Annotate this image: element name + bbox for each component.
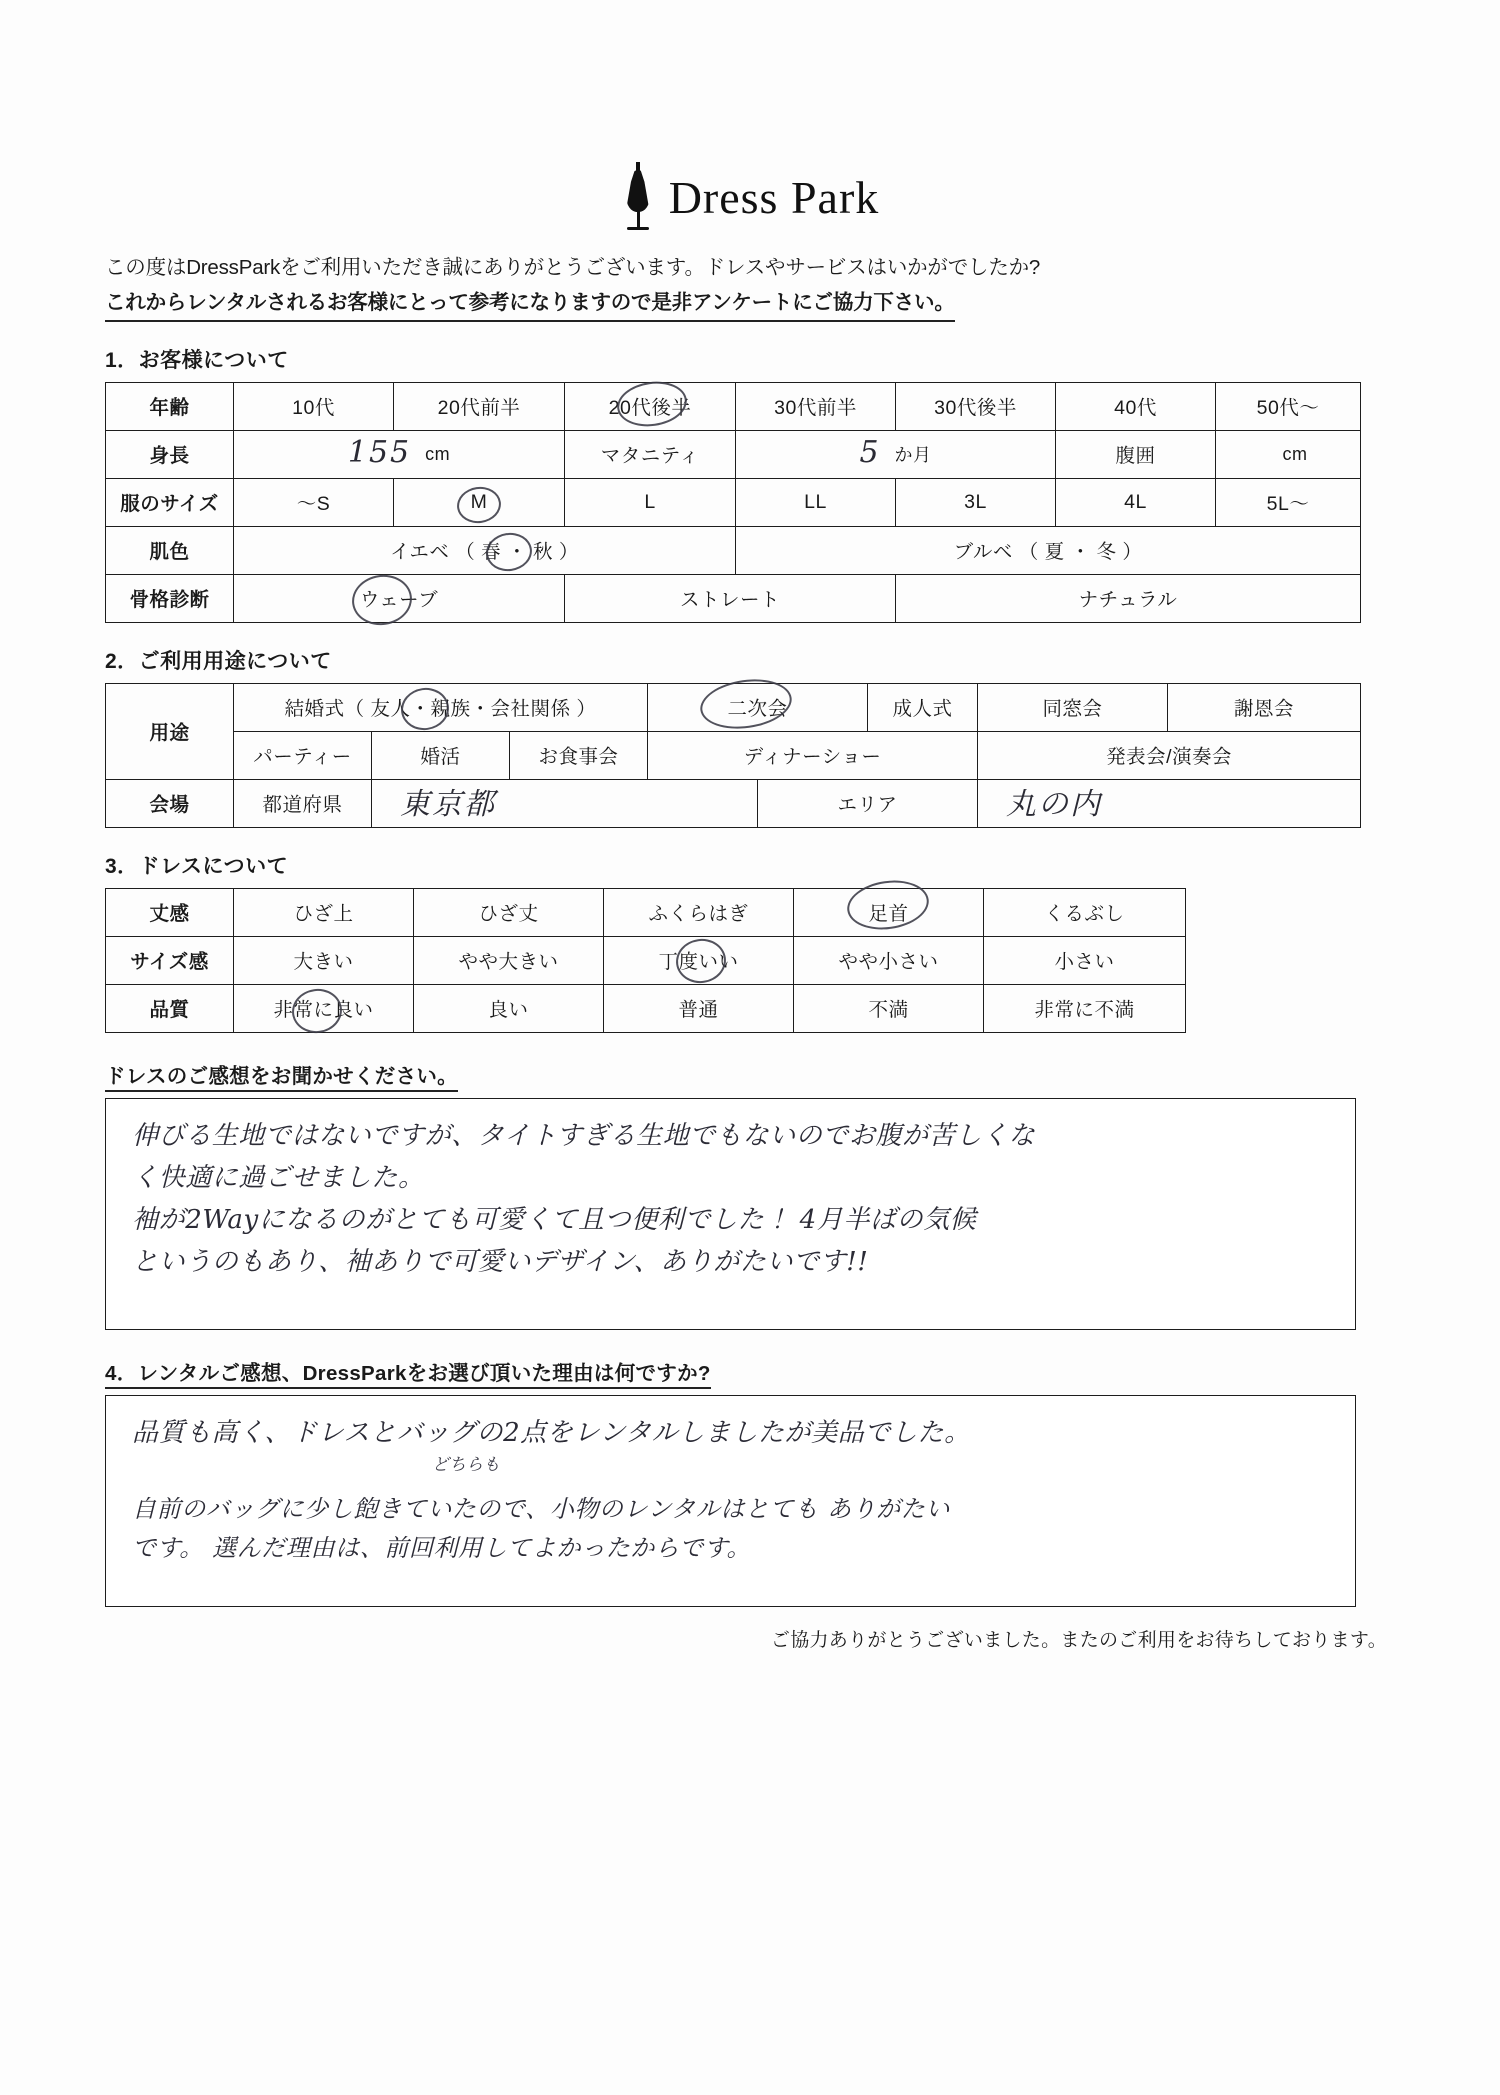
size-option-3[interactable]: LL — [736, 478, 896, 526]
maternity-months-value: 5 — [859, 434, 881, 470]
age-option-0[interactable]: 10代 — [234, 382, 394, 430]
impression-line-1: 伸びる生地ではないですが、タイトすぎる生地でもないのでお腹が苦しくな — [132, 1120, 1036, 1151]
row-label-fit: サイズ感 — [106, 936, 234, 984]
size-option-6[interactable]: 5L〜 — [1216, 478, 1361, 526]
table-row-venue — [106, 779, 1361, 827]
usage-option-wedding[interactable] — [234, 683, 648, 731]
row-label-height: 身長 — [106, 430, 234, 478]
quality-option-0-label: 非常に良い — [273, 999, 374, 1022]
table-row-age — [106, 382, 1361, 430]
prefecture-value: 東京都 — [400, 787, 496, 823]
table-row-quality — [106, 984, 1186, 1032]
impression-question-label: ドレスのご感想をお聞かせください。 — [105, 1059, 458, 1092]
fit-option-3[interactable]: やや小さい — [794, 936, 984, 984]
bone-option-2[interactable]: ナチュラル — [896, 574, 1361, 622]
skin-option-yellow-label: イエベ （ 春 ・ 秋 ） — [390, 541, 579, 564]
row-label-size: 服のサイズ — [106, 478, 234, 526]
area-value: 丸の内 — [1006, 787, 1103, 823]
usage-option-wedding-label: 結婚式（ 友人・親族・会社関係 ） — [284, 698, 597, 721]
brand-name: Dress Park — [668, 171, 880, 223]
table-row-skin — [106, 526, 1361, 574]
impression-line-2: く快適に過ごせました。 — [132, 1162, 425, 1193]
usage-option-dinnershow[interactable]: ディナーショー — [648, 731, 978, 779]
prefecture-label: 都道府県 — [234, 779, 372, 827]
length-option-1[interactable]: ひざ丈 — [414, 888, 604, 936]
intro-line-2: これからレンタルされるお客様にとって参考になりますので是非アンケートにご協力下さい。 — [105, 287, 955, 322]
impression-line-4: というのもあり、袖ありで可愛いデザイン、ありがたいです!! — [132, 1246, 869, 1277]
age-option-1[interactable]: 20代前半 — [394, 382, 565, 430]
table-row-usage-1 — [106, 683, 1361, 731]
section-2-title: 2．ご利用用途について — [105, 649, 332, 673]
customer-table — [105, 382, 1361, 623]
length-option-4[interactable]: くるぶし — [984, 888, 1186, 936]
section-1-title: 1．お客様について — [105, 348, 289, 372]
usage-option-reunion[interactable]: 同窓会 — [978, 683, 1168, 731]
height-unit: cm — [425, 443, 451, 464]
reason-answer-box[interactable] — [105, 1395, 1356, 1607]
usage-option-recital[interactable]: 発表会/演奏会 — [978, 731, 1361, 779]
length-option-0[interactable]: ひざ上 — [234, 888, 414, 936]
size-option-1[interactable] — [394, 478, 565, 526]
dress-table — [105, 888, 1186, 1033]
skin-option-yellow[interactable] — [234, 526, 736, 574]
area-label: エリア — [758, 779, 978, 827]
row-label-bone: 骨格診断 — [106, 574, 234, 622]
survey-sheet — [95, 0, 1405, 1652]
usage-option-party[interactable]: パーティー — [234, 731, 372, 779]
height-value-cell[interactable] — [234, 430, 565, 478]
height-value: 155 — [347, 434, 412, 470]
reason-line-1: 品質も高く、ドレスとバッグの2点をレンタルしましたが美品でした。 — [132, 1417, 971, 1448]
table-row-bone — [106, 574, 1361, 622]
usage-option-afterparty[interactable] — [648, 683, 868, 731]
row-label-quality: 品質 — [106, 984, 234, 1032]
intro-text — [95, 252, 1405, 322]
table-row-length — [106, 888, 1186, 936]
fit-option-2-label: 丁度いい — [658, 951, 739, 974]
age-option-5[interactable]: 40代 — [1056, 382, 1216, 430]
reason-line-2: 自前のバッグに少し飽きていたので、小物のレンタルはとても ありがたい — [132, 1494, 950, 1523]
reason-side-note: どちらも — [432, 1454, 500, 1475]
impression-line-3: 袖が2Wayになるのがとても可愛くて且つ便利でした！ 4月半ばの気候 — [132, 1204, 977, 1235]
bone-option-1[interactable]: ストレート — [565, 574, 896, 622]
belly-value-cell[interactable] — [1216, 430, 1361, 478]
bone-option-0-label: ウェーブ — [359, 589, 439, 612]
prefecture-value-cell[interactable] — [372, 779, 758, 827]
maternity-months-unit: か月 — [894, 445, 932, 466]
size-option-1-label: M — [470, 490, 488, 513]
size-option-2[interactable]: L — [565, 478, 736, 526]
fit-option-0[interactable]: 大きい — [234, 936, 414, 984]
belly-unit: cm — [1282, 443, 1308, 464]
row-label-age: 年齢 — [106, 382, 234, 430]
length-option-3[interactable] — [794, 888, 984, 936]
row-label-venue: 会場 — [106, 779, 234, 827]
skin-option-blue[interactable]: ブルベ （ 夏 ・ 冬 ） — [736, 526, 1361, 574]
size-option-5[interactable]: 4L — [1056, 478, 1216, 526]
age-option-2-label: 20代後半 — [608, 397, 692, 420]
table-row-size — [106, 478, 1361, 526]
closing-text: ご協力ありがとうございました。またのご利用をお待ちしております。 — [770, 1629, 1387, 1651]
maternity-months-cell[interactable] — [736, 430, 1056, 478]
quality-option-2[interactable]: 普通 — [604, 984, 794, 1032]
age-option-2[interactable] — [565, 382, 736, 430]
quality-option-1[interactable]: 良い — [414, 984, 604, 1032]
row-label-skin: 肌色 — [106, 526, 234, 574]
table-row-height — [106, 430, 1361, 478]
table-row-usage-2 — [106, 731, 1361, 779]
bone-option-0[interactable] — [234, 574, 565, 622]
fit-option-4[interactable]: 小さい — [984, 936, 1186, 984]
reason-line-3: です。 選んだ理由は、前回利用してよかったからです。 — [132, 1533, 752, 1562]
quality-option-4[interactable]: 非常に不満 — [984, 984, 1186, 1032]
row-label-usage: 用途 — [106, 683, 234, 779]
length-option-2[interactable]: ふくらはぎ — [604, 888, 794, 936]
size-option-0[interactable]: 〜S — [234, 478, 394, 526]
usage-option-thanksgiving[interactable]: 謝恩会 — [1168, 683, 1361, 731]
brand-logo — [95, 160, 1405, 234]
row-label-length: 丈感 — [106, 888, 234, 936]
usage-option-coming-of-age[interactable]: 成人式 — [868, 683, 978, 731]
section-3-title: 3．ドレスについて — [105, 854, 289, 878]
age-option-3[interactable]: 30代前半 — [736, 382, 896, 430]
area-value-cell[interactable] — [978, 779, 1361, 827]
size-option-4[interactable]: 3L — [896, 478, 1056, 526]
usage-option-meal[interactable]: お食事会 — [510, 731, 648, 779]
age-option-4[interactable]: 30代後半 — [896, 382, 1056, 430]
reason-question-label: 4．レンタルご感想、DressParkをお選び頂いた理由は何ですか? — [105, 1356, 711, 1389]
fit-option-2[interactable] — [604, 936, 794, 984]
length-option-3-label: 足首 — [868, 903, 909, 926]
fit-option-1[interactable]: やや大きい — [414, 936, 604, 984]
quality-option-0[interactable] — [234, 984, 414, 1032]
age-option-6[interactable]: 50代〜 — [1216, 382, 1361, 430]
dress-form-icon — [621, 160, 655, 234]
belly-label: 腹囲 — [1056, 430, 1216, 478]
impression-answer-box[interactable] — [105, 1098, 1356, 1330]
usage-option-afterparty-label: 二次会 — [727, 698, 788, 721]
table-row-fit — [106, 936, 1186, 984]
usage-option-konkatsu[interactable]: 婚活 — [372, 731, 510, 779]
maternity-label: マタニティ — [565, 430, 736, 478]
intro-line-1: この度はDressParkをご利用いただき誠にありがとうございます。ドレスやサービスはいかがでしたか? — [105, 256, 1041, 279]
quality-option-3[interactable]: 不満 — [794, 984, 984, 1032]
usage-table — [105, 683, 1361, 828]
